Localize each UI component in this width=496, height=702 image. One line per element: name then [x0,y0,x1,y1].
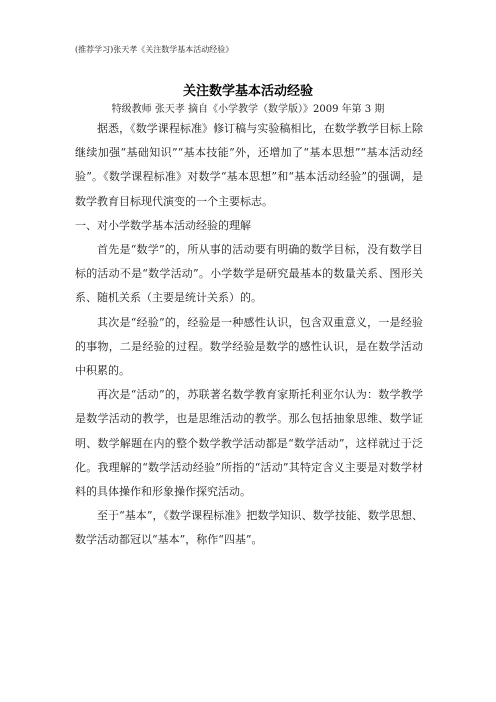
header-note: (推荐学习)张天孝《关注数学基本活动经验》 [75,45,234,54]
paragraph-math: 首先是“数学”的，所从事的活动要有明确的数学目标，没有数学目标的活动不是“数学活动”。小学数学是研究最基本的数量关系、图形关系、随机关系（主要是统计关系）的。 [75,243,423,305]
article-title: 关注数学基本活动经验 [182,84,313,99]
paragraph-intro: 据悉，《数学课程标准》修订稿与实验稿相比，在数学教学目标上除继续加强“基础知识”“基本技能”外，还增加了“基本思想”“基本活动经验”。《数学课程标准》对数学“基本思想”和“基本活动经验”的强调，是数学教育目标现代演变的一个主要标志。 [75,122,423,208]
paragraph-experience: 其次是“经验”的，经验是一种感性认识，包含双重意义，一是经验的事物，二是经验的过程。数学经验是数学的感性认识，是在数学活动中积累的。 [75,315,423,378]
paragraph-activity: 再次是“活动”的，苏联著名数学教育家斯托利亚尔认为：数学教学是数学活动的教学，也是思维活动的教学。那么包括抽象思维、数学证明、数学解题在内的整个数学教学活动都是“数学活动”，这样就过于泛化。我理解的“数学活动经验”所指的“活动”其特定含义主要是对数学材料的具体操作和形象操作探究活动。 [75,388,423,499]
article-body [75,117,423,553]
section-heading: 一、对小学数学基本活动经验的理解 [75,218,251,232]
paragraph-basic: 至于“基本”，《数学课程标准》把数学知识、数学技能、数学思想、数学活动都冠以“基本”，称作“四基”。 [75,509,423,547]
article-byline: 特级教师 张天孝 摘自《小学教学（数学版）》2009 年第 3 期 [111,104,385,115]
